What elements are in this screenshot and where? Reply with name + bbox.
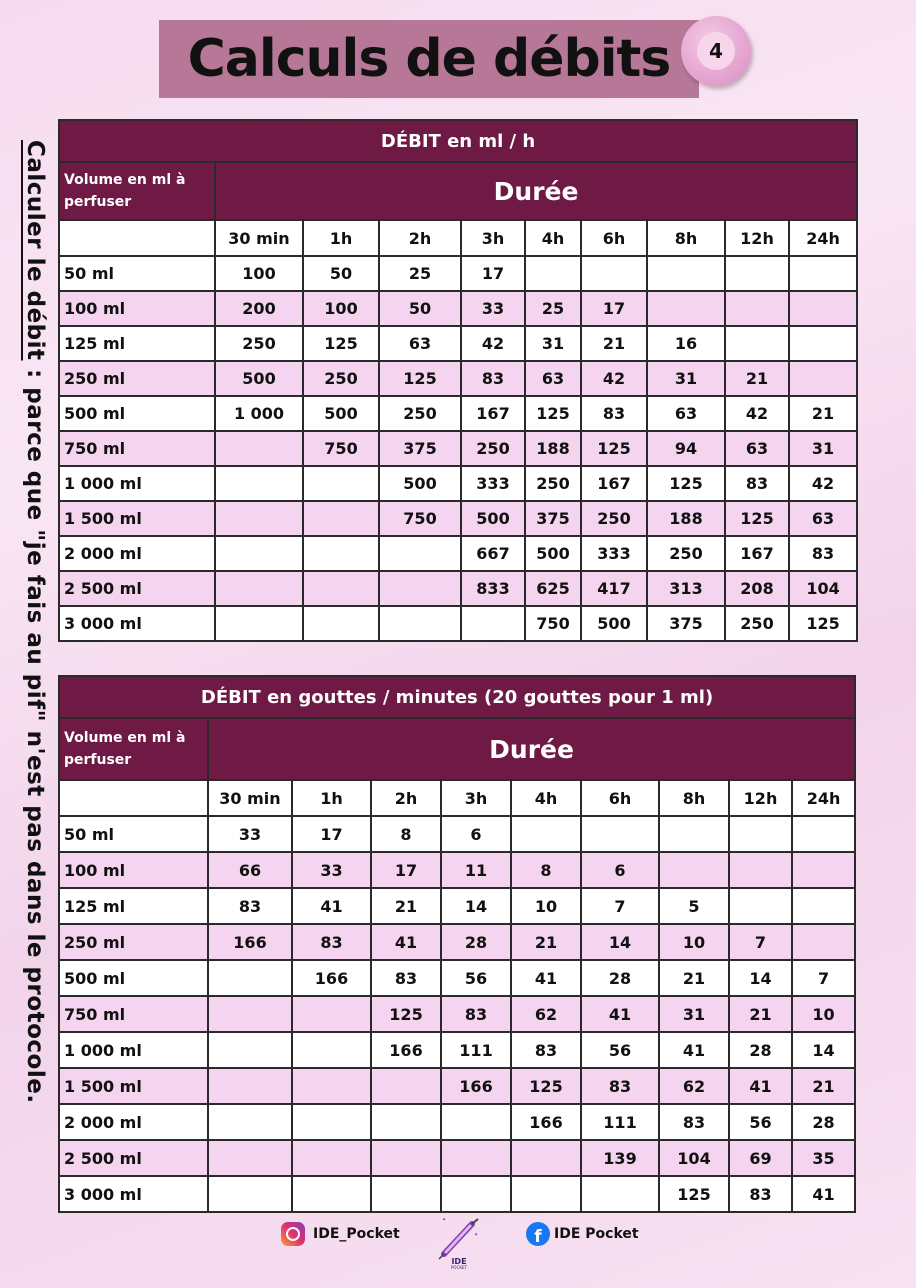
rate-cell: 56 — [581, 1032, 659, 1068]
instagram-icon — [281, 1222, 305, 1246]
rate-cell: 417 — [581, 571, 647, 606]
table-row — [59, 396, 857, 431]
rate-cell: 167 — [581, 466, 647, 501]
rate-cell: 42 — [581, 361, 647, 396]
rate-cell: 83 — [581, 1068, 659, 1104]
rate-cell: 375 — [525, 501, 581, 536]
table-row — [59, 1032, 855, 1068]
rate-cell — [292, 1032, 371, 1068]
rate-cell: 125 — [647, 466, 725, 501]
rate-cell: 5 — [659, 888, 729, 924]
table-row — [59, 1068, 855, 1104]
rate-cell: 166 — [441, 1068, 511, 1104]
rate-cell: 21 — [371, 888, 441, 924]
rate-cell — [729, 852, 792, 888]
duration-corner-cell — [59, 780, 208, 816]
volume-label: 50 ml — [59, 816, 208, 852]
rate-cell — [292, 1176, 371, 1212]
rate-cell: 104 — [659, 1140, 729, 1176]
rate-cell: 69 — [729, 1140, 792, 1176]
rate-cell: 62 — [511, 996, 581, 1032]
duration-cell: 30 min — [215, 220, 303, 256]
rate-cell: 7 — [581, 888, 659, 924]
rate-cell: 35 — [792, 1140, 855, 1176]
rate-cell: 125 — [659, 1176, 729, 1212]
rate-cell: 500 — [461, 501, 525, 536]
rate-cell: 333 — [581, 536, 647, 571]
table-row — [59, 1104, 855, 1140]
rate-cell: 167 — [725, 536, 789, 571]
rate-cell: 31 — [659, 996, 729, 1032]
volume-label: 750 ml — [59, 431, 215, 466]
instagram-link[interactable] — [281, 1222, 400, 1246]
rate-cell — [379, 571, 461, 606]
volume-label: 100 ml — [59, 852, 208, 888]
volume-label: 500 ml — [59, 960, 208, 996]
rate-cell: 750 — [379, 501, 461, 536]
rate-cell — [371, 1140, 441, 1176]
rate-cell: 41 — [659, 1032, 729, 1068]
rate-cell: 100 — [303, 291, 379, 326]
volume-label: 100 ml — [59, 291, 215, 326]
table-row — [59, 326, 857, 361]
duration-cell: 2h — [379, 220, 461, 256]
duration-cell: 6h — [581, 220, 647, 256]
duration-cell: 6h — [581, 780, 659, 816]
rate-cell — [292, 1140, 371, 1176]
duration-cell: 4h — [511, 780, 581, 816]
rate-cell — [303, 571, 379, 606]
rate-cell: 333 — [461, 466, 525, 501]
rate-cell — [511, 816, 581, 852]
side-note-rest: : parce que "je fais au pif" n'est pas dans le protocole. — [22, 360, 48, 1104]
rate-cell — [215, 431, 303, 466]
rate-cell: 750 — [303, 431, 379, 466]
table-row — [59, 501, 857, 536]
rate-cell: 100 — [215, 256, 303, 291]
rate-cell: 63 — [647, 396, 725, 431]
rate-cell: 200 — [215, 291, 303, 326]
rate-cell: 166 — [208, 924, 292, 960]
rate-cell: 833 — [461, 571, 525, 606]
table-caption: DÉBIT en gouttes / minutes (20 gouttes pour 1 ml) — [59, 676, 855, 718]
page-number-badge — [681, 16, 751, 86]
rate-cell: 6 — [581, 852, 659, 888]
rate-cell: 41 — [371, 924, 441, 960]
rate-cell: 111 — [581, 1104, 659, 1140]
rate-cell: 33 — [292, 852, 371, 888]
volume-label: 125 ml — [59, 326, 215, 361]
rate-cell: 21 — [511, 924, 581, 960]
side-note — [14, 140, 48, 1150]
rate-cell: 14 — [792, 1032, 855, 1068]
rate-cell — [461, 606, 525, 641]
rate-cell — [725, 256, 789, 291]
rate-cell: 33 — [461, 291, 525, 326]
rate-cell: 8 — [371, 816, 441, 852]
volume-label: 750 ml — [59, 996, 208, 1032]
rate-cell: 83 — [461, 361, 525, 396]
rate-cell: 28 — [729, 1032, 792, 1068]
rate-cell — [729, 888, 792, 924]
rate-cell: 139 — [581, 1140, 659, 1176]
rate-cell — [725, 326, 789, 361]
rate-cell: 125 — [525, 396, 581, 431]
rate-cell: 667 — [461, 536, 525, 571]
rate-cell — [725, 291, 789, 326]
rate-cell: 250 — [581, 501, 647, 536]
rate-cell: 66 — [208, 852, 292, 888]
rate-cell: 33 — [208, 816, 292, 852]
volume-label: 250 ml — [59, 924, 208, 960]
rate-cell — [792, 816, 855, 852]
duration-cell: 12h — [725, 220, 789, 256]
table-row — [59, 291, 857, 326]
duration-cell: 3h — [441, 780, 511, 816]
duration-header: Durée — [208, 718, 855, 780]
rate-cell: 83 — [659, 1104, 729, 1140]
rate-cell — [215, 501, 303, 536]
rate-cell — [789, 361, 857, 396]
rate-cell — [792, 852, 855, 888]
rate-cell: 41 — [292, 888, 371, 924]
volume-label: 2 500 ml — [59, 1140, 208, 1176]
rate-cell: 250 — [379, 396, 461, 431]
rate-cell: 500 — [525, 536, 581, 571]
rate-cell — [511, 1176, 581, 1212]
duration-cell: 1h — [303, 220, 379, 256]
rate-cell — [525, 256, 581, 291]
rate-cell: 250 — [647, 536, 725, 571]
rate-cell: 41 — [792, 1176, 855, 1212]
rate-cell: 125 — [371, 996, 441, 1032]
rate-cell: 208 — [725, 571, 789, 606]
rate-cell — [371, 1104, 441, 1140]
rate-cell — [581, 1176, 659, 1212]
rate-cell — [215, 466, 303, 501]
volume-label: 50 ml — [59, 256, 215, 291]
rate-cell — [659, 816, 729, 852]
rate-cell — [789, 256, 857, 291]
rate-cell: 21 — [725, 361, 789, 396]
rate-cell: 50 — [303, 256, 379, 291]
rate-cell: 750 — [525, 606, 581, 641]
page-number: 4 — [697, 32, 735, 70]
duration-cell: 8h — [659, 780, 729, 816]
rate-cell: 125 — [303, 326, 379, 361]
table-row — [59, 1140, 855, 1176]
rate-cell: 83 — [725, 466, 789, 501]
rate-cell: 63 — [789, 501, 857, 536]
volume-label: 3 000 ml — [59, 606, 215, 641]
volume-label: 125 ml — [59, 888, 208, 924]
rate-cell: 41 — [511, 960, 581, 996]
rate-cell: 28 — [581, 960, 659, 996]
volume-label: 2 000 ml — [59, 1104, 208, 1140]
rate-cell: 7 — [729, 924, 792, 960]
rate-cell: 21 — [581, 326, 647, 361]
rate-cell: 63 — [525, 361, 581, 396]
rate-cell: 188 — [647, 501, 725, 536]
rate-cell — [581, 816, 659, 852]
rate-cell: 313 — [647, 571, 725, 606]
duration-corner-cell — [59, 220, 215, 256]
rate-cell: 250 — [725, 606, 789, 641]
rate-cell: 16 — [647, 326, 725, 361]
rate-cell: 83 — [292, 924, 371, 960]
table-row — [59, 924, 855, 960]
volume-label: 3 000 ml — [59, 1176, 208, 1212]
rate-cell: 83 — [729, 1176, 792, 1212]
rate-cell — [647, 256, 725, 291]
rate-cell: 14 — [441, 888, 511, 924]
rate-cell: 125 — [725, 501, 789, 536]
table-row — [59, 960, 855, 996]
rate-cell: 25 — [379, 256, 461, 291]
rate-cell — [208, 1140, 292, 1176]
rate-cell — [379, 536, 461, 571]
flow-rate-drops-table — [58, 675, 856, 1213]
rate-cell: 83 — [371, 960, 441, 996]
rate-cell — [215, 571, 303, 606]
rate-cell — [215, 536, 303, 571]
rate-cell: 83 — [581, 396, 647, 431]
rate-cell — [303, 536, 379, 571]
table-row — [59, 1176, 855, 1212]
duration-cell: 2h — [371, 780, 441, 816]
duration-cell: 1h — [292, 780, 371, 816]
rate-cell — [371, 1176, 441, 1212]
volume-label: 1 500 ml — [59, 501, 215, 536]
volume-label: 1 000 ml — [59, 466, 215, 501]
duration-cell: 30 min — [208, 780, 292, 816]
svg-text:✦: ✦ — [474, 1232, 479, 1238]
table-row — [59, 852, 855, 888]
rate-cell — [208, 1032, 292, 1068]
table-row — [59, 996, 855, 1032]
rate-cell: 250 — [461, 431, 525, 466]
rate-cell: 42 — [461, 326, 525, 361]
volume-header: Volume en ml à perfuser — [59, 718, 208, 780]
rate-cell: 125 — [581, 431, 647, 466]
duration-cell: 12h — [729, 780, 792, 816]
rate-cell: 8 — [511, 852, 581, 888]
rate-cell — [792, 924, 855, 960]
rate-cell: 42 — [725, 396, 789, 431]
instagram-handle: IDE_Pocket — [313, 1226, 400, 1242]
table-row — [59, 256, 857, 291]
rate-cell: 111 — [441, 1032, 511, 1068]
rate-cell: 31 — [525, 326, 581, 361]
volume-label: 2 000 ml — [59, 536, 215, 571]
rate-cell — [379, 606, 461, 641]
rate-cell: 6 — [441, 816, 511, 852]
rate-cell — [292, 1068, 371, 1104]
rate-cell: 17 — [371, 852, 441, 888]
rate-cell: 56 — [441, 960, 511, 996]
rate-cell: 14 — [729, 960, 792, 996]
rate-cell — [292, 1104, 371, 1140]
rate-cell — [208, 1104, 292, 1140]
rate-cell: 83 — [441, 996, 511, 1032]
duration-header: Durée — [215, 162, 857, 220]
rate-cell: 10 — [792, 996, 855, 1032]
rate-cell: 375 — [647, 606, 725, 641]
rate-cell — [208, 960, 292, 996]
rate-cell — [659, 852, 729, 888]
rate-cell: 125 — [379, 361, 461, 396]
rate-cell — [789, 326, 857, 361]
table-row — [59, 431, 857, 466]
rate-cell: 50 — [379, 291, 461, 326]
page-title: Calculs de débits — [187, 29, 671, 89]
side-note-underlined: Calculer le débit — [22, 140, 48, 361]
duration-cell: 8h — [647, 220, 725, 256]
rate-cell: 14 — [581, 924, 659, 960]
rate-cell: 250 — [525, 466, 581, 501]
rate-cell — [215, 606, 303, 641]
rate-cell: 25 — [525, 291, 581, 326]
rate-cell — [729, 816, 792, 852]
rate-cell: 11 — [441, 852, 511, 888]
duration-cell: 4h — [525, 220, 581, 256]
rate-cell: 56 — [729, 1104, 792, 1140]
rate-cell: 104 — [789, 571, 857, 606]
duration-row — [59, 780, 855, 816]
rate-cell: 83 — [789, 536, 857, 571]
rate-cell — [789, 291, 857, 326]
rate-cell: 63 — [725, 431, 789, 466]
volume-label: 500 ml — [59, 396, 215, 431]
flow-rate-ml-table — [58, 119, 858, 642]
rate-cell: 28 — [792, 1104, 855, 1140]
rate-cell: 500 — [581, 606, 647, 641]
rate-cell: 21 — [659, 960, 729, 996]
rate-cell — [511, 1140, 581, 1176]
rate-cell: 21 — [729, 996, 792, 1032]
rate-cell: 28 — [441, 924, 511, 960]
rate-cell: 166 — [511, 1104, 581, 1140]
rate-cell: 7 — [792, 960, 855, 996]
facebook-icon: f — [526, 1222, 550, 1246]
volume-label: 1 500 ml — [59, 1068, 208, 1104]
rate-cell — [303, 501, 379, 536]
volume-label: 2 500 ml — [59, 571, 215, 606]
rate-cell: 166 — [292, 960, 371, 996]
rate-cell: 625 — [525, 571, 581, 606]
volume-label: 250 ml — [59, 361, 215, 396]
rate-cell: 167 — [461, 396, 525, 431]
rate-cell: 31 — [789, 431, 857, 466]
rate-cell: 500 — [303, 396, 379, 431]
rate-cell — [303, 606, 379, 641]
rate-cell — [441, 1104, 511, 1140]
rate-cell: 10 — [511, 888, 581, 924]
table-row — [59, 606, 857, 641]
rate-cell: 500 — [215, 361, 303, 396]
facebook-link[interactable] — [526, 1222, 639, 1246]
table-row — [59, 571, 857, 606]
rate-cell: 1 000 — [215, 396, 303, 431]
table-caption: DÉBIT en ml / h — [59, 120, 857, 162]
rate-cell: 188 — [525, 431, 581, 466]
rate-cell: 250 — [303, 361, 379, 396]
duration-cell: 24h — [789, 220, 857, 256]
syringe-logo-icon — [436, 1218, 482, 1270]
rate-cell: 17 — [461, 256, 525, 291]
duration-row — [59, 220, 857, 256]
rate-cell: 17 — [292, 816, 371, 852]
rate-cell — [371, 1068, 441, 1104]
rate-cell: 83 — [511, 1032, 581, 1068]
rate-cell: 166 — [371, 1032, 441, 1068]
rate-cell: 375 — [379, 431, 461, 466]
table-row — [59, 888, 855, 924]
rate-cell: 500 — [379, 466, 461, 501]
rate-cell — [292, 996, 371, 1032]
rate-cell — [581, 256, 647, 291]
facebook-name: IDE Pocket — [554, 1226, 639, 1242]
rate-cell — [441, 1176, 511, 1212]
rate-cell: 62 — [659, 1068, 729, 1104]
rate-cell: 41 — [729, 1068, 792, 1104]
table-row — [59, 816, 855, 852]
rate-cell: 83 — [208, 888, 292, 924]
rate-cell: 42 — [789, 466, 857, 501]
logo-text-pocket: POCKET — [451, 1265, 467, 1270]
rate-cell: 41 — [581, 996, 659, 1032]
rate-cell — [303, 466, 379, 501]
rate-cell: 250 — [215, 326, 303, 361]
duration-cell: 3h — [461, 220, 525, 256]
volume-header: Volume en ml à perfuser — [59, 162, 215, 220]
table-row — [59, 361, 857, 396]
rate-cell: 21 — [789, 396, 857, 431]
rate-cell — [208, 996, 292, 1032]
rate-cell — [647, 291, 725, 326]
logo-text-ide: IDE — [451, 1257, 467, 1266]
rate-cell — [792, 888, 855, 924]
duration-cell: 24h — [792, 780, 855, 816]
svg-text:✦: ✦ — [442, 1218, 447, 1223]
rate-cell: 125 — [789, 606, 857, 641]
rate-cell: 31 — [647, 361, 725, 396]
rate-cell — [208, 1068, 292, 1104]
rate-cell: 94 — [647, 431, 725, 466]
table-row — [59, 466, 857, 501]
rate-cell — [208, 1176, 292, 1212]
table-row — [59, 536, 857, 571]
rate-cell: 10 — [659, 924, 729, 960]
volume-label: 1 000 ml — [59, 1032, 208, 1068]
rate-cell: 63 — [379, 326, 461, 361]
rate-cell: 17 — [581, 291, 647, 326]
rate-cell — [441, 1140, 511, 1176]
rate-cell: 21 — [792, 1068, 855, 1104]
title-banner — [159, 20, 699, 98]
rate-cell: 125 — [511, 1068, 581, 1104]
